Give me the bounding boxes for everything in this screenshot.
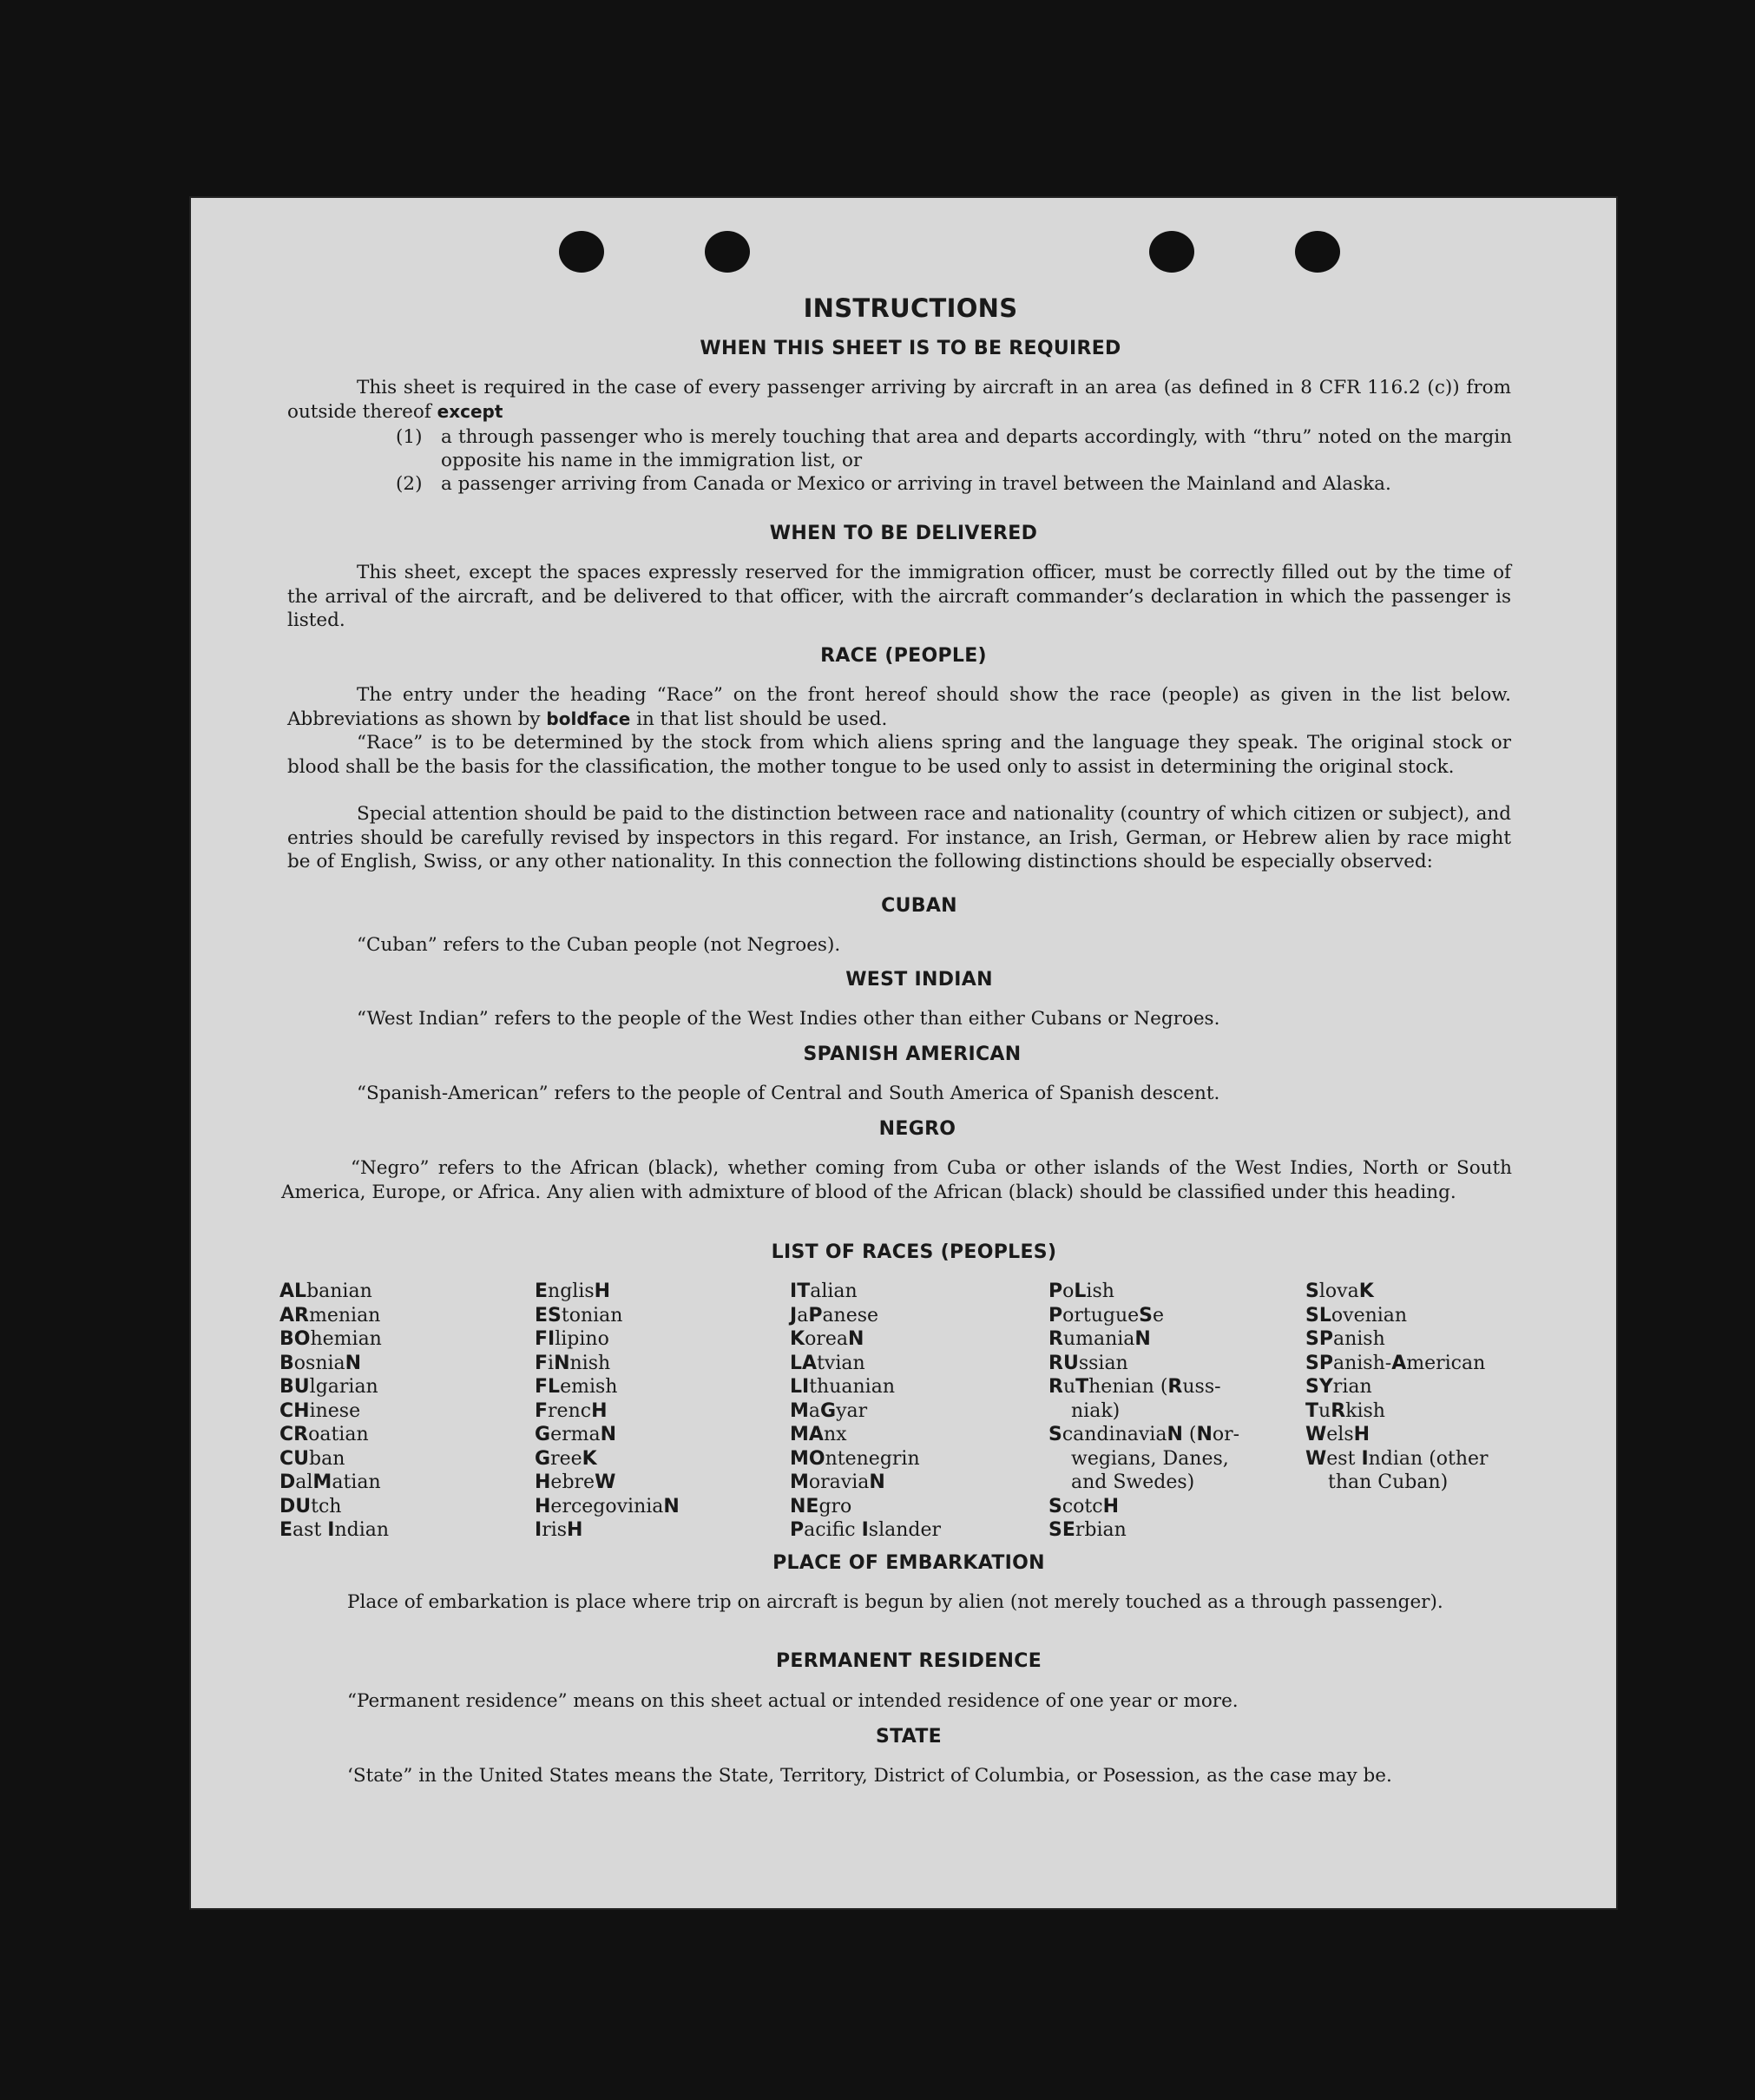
punch-hole-3: [1149, 231, 1194, 273]
race-entry: ScotcH: [1048, 1495, 1120, 1517]
embarkation-text: Place of embarkation is place where trip on aircraft is begun by alien (not merely touched as a through passenger).: [347, 1591, 1443, 1613]
race-entry: MaGyar: [790, 1399, 868, 1422]
races-column-3: [790, 1280, 941, 1543]
race-entry: HercegoviniaN: [535, 1495, 680, 1517]
paragraph-residence: [278, 1689, 1502, 1714]
paragraph-negro: [281, 1156, 1512, 1204]
race-entry: GermaN: [535, 1424, 616, 1445]
race-entry: West Indian (other: [1305, 1447, 1489, 1470]
race-entry: NEgro: [790, 1495, 852, 1517]
heading-race: RACE (PEOPLE): [820, 645, 987, 667]
required-item-2-number: (2): [396, 473, 423, 495]
race-entry: wegians, Danes,: [1071, 1447, 1229, 1470]
heading-state: STATE: [876, 1726, 942, 1748]
document-page: [191, 198, 1616, 1908]
paragraph-spanish-american: [287, 1082, 1511, 1106]
paragraph-delivered: [287, 561, 1511, 633]
delivered-text: This sheet, except the spaces expressly reserved for the immigration officer, must be correctly filled out by the time of the arrival of the aircraft, and be delivered to that officer, with the aircraft commander’s declaration in which the passenger is listed.: [287, 562, 1511, 631]
race-entry: RuThenian (Russ-: [1048, 1376, 1221, 1398]
race-p2-text: “Race” is to be determined by the stock from which aliens spring and the language they speak. The original stock or blood shall be the basis for the classification, the mother tongue to be used only to assist in determining the original stock.: [287, 732, 1511, 778]
race-entry: SErbian: [1048, 1519, 1127, 1541]
race-entry: CRoatian: [279, 1424, 369, 1445]
race-entry: and Swedes): [1071, 1471, 1195, 1493]
race-entry: TuRkish: [1305, 1399, 1385, 1422]
race-entry: MAnx: [790, 1424, 847, 1445]
west-indian-text: “West Indian” refers to the people of the West Indies other than either Cubans or Negroes.: [357, 1008, 1220, 1030]
race-entry: CUban: [279, 1447, 345, 1470]
residence-text: “Permanent residence” means on this sheet actual or intended residence of one year or more.: [347, 1690, 1239, 1712]
race-entry: FLemish: [535, 1376, 618, 1398]
heading-when-delivered: WHEN TO BE DELIVERED: [769, 523, 1038, 544]
race-entry: PoLish: [1048, 1280, 1114, 1302]
heading-residence: PERMANENT RESIDENCE: [775, 1650, 1042, 1672]
race-entry: CHinese: [279, 1399, 361, 1422]
heading-west-indian: WEST INDIAN: [845, 969, 993, 991]
required-intro-text: This sheet is required in the case of every passenger arriving by aircraft in an area (as defined in 8 CFR 116.2 (c)) from outside thereof: [287, 377, 1511, 423]
required-intro-except: except: [437, 400, 503, 422]
heading-embarkation: PLACE OF EMBARKATION: [772, 1552, 1045, 1574]
race-entry: MOntenegrin: [790, 1447, 920, 1470]
race-entry: BUlgarian: [279, 1376, 378, 1398]
race-entry: SPanish: [1305, 1328, 1385, 1350]
race-entry: DalMatian: [279, 1471, 381, 1493]
paragraph-race-3: [287, 802, 1511, 874]
race-entry: Pacific Islander: [790, 1519, 942, 1541]
race-entry: FiNnish: [535, 1352, 611, 1374]
negro-text: “Negro” refers to the African (black), whether coming from Cuba or other islands of the West Indies, North or South America, Europe, or Africa. Any alien with admixture of blood of the African (black) should be classified under this heading.: [281, 1157, 1512, 1203]
required-item-2-text: a passenger arriving from Canada or Mexico or arriving in travel between the Mainland and Alaska.: [441, 473, 1391, 495]
required-item-1-text: a through passenger who is merely touching that area and departs accordingly, with “thru” noted on the margin opposite his name in the immigration list, or: [441, 426, 1512, 471]
race-entry: EnglisH: [535, 1280, 611, 1302]
races-column-4: [1048, 1280, 1239, 1543]
race-entry: KoreaN: [790, 1328, 864, 1350]
race-entry: RUssian: [1048, 1352, 1128, 1374]
heading-list-of-races: LIST OF RACES (PEOPLES): [771, 1241, 1057, 1263]
race-entry: SYrian: [1305, 1376, 1372, 1398]
race-entry: BOhemian: [279, 1328, 382, 1350]
race-entry: ARmenian: [279, 1304, 381, 1326]
race-entry: SlovaK: [1305, 1280, 1374, 1302]
required-item-1: [396, 425, 1512, 474]
page-title: INSTRUCTIONS: [803, 293, 1018, 323]
paragraph-west-indian: [287, 1007, 1511, 1031]
race-entry: SLovenian: [1305, 1304, 1408, 1326]
race-entry: ScandinaviaN (Nor-: [1048, 1424, 1240, 1445]
race-entry: FrencH: [535, 1399, 608, 1422]
required-item-2: [396, 472, 1512, 498]
race-entry: BosniaN: [279, 1352, 362, 1374]
race-entry: RumaniaN: [1048, 1328, 1151, 1350]
race-entry: SPanish-American: [1305, 1352, 1486, 1374]
paragraph-state: [278, 1764, 1502, 1788]
heading-negro: NEGRO: [878, 1118, 956, 1140]
required-item-1-number: (1): [396, 426, 423, 448]
race-entry: DUtch: [279, 1495, 342, 1517]
race-entry: WelsH: [1305, 1424, 1370, 1445]
race-entry: East Indian: [279, 1519, 390, 1541]
race-entry: LAtvian: [790, 1352, 865, 1374]
race-entry: GreeK: [535, 1447, 597, 1470]
punch-hole-4: [1295, 231, 1340, 273]
paragraph-cuban: [287, 933, 1511, 958]
races-column-2: [535, 1280, 680, 1543]
race-p1-text: The entry under the heading “Race” on the front hereof should show the race (people) as given in the list below. Abbreviations as shown by: [287, 684, 1511, 730]
heading-cuban: CUBAN: [881, 895, 957, 917]
paragraph-required-intro: [287, 376, 1511, 424]
race-entry: FIlipino: [535, 1328, 609, 1350]
race-entry: PortugueSe: [1048, 1304, 1165, 1326]
paragraph-race-1: [287, 683, 1511, 731]
state-text: ‘State” in the United States means the State, Territory, District of Columbia, or Posession, as the case may be.: [347, 1765, 1392, 1787]
punch-hole-1: [559, 231, 604, 273]
race-entry: ALbanian: [279, 1280, 372, 1302]
cuban-text: “Cuban” refers to the Cuban people (not Negroes).: [357, 934, 841, 956]
race-p1-boldface: boldface: [546, 708, 631, 729]
race-entry: EStonian: [535, 1304, 623, 1326]
races-column-1: [279, 1280, 389, 1543]
race-entry: HebreW: [535, 1471, 616, 1493]
race-entry: LIthuanian: [790, 1376, 896, 1398]
heading-spanish-american: SPANISH AMERICAN: [803, 1043, 1022, 1065]
paragraph-embarkation: [278, 1590, 1502, 1615]
paragraph-race-2: [287, 731, 1511, 779]
race-p3-text: Special attention should be paid to the distinction between race and nationality (country of which citizen or subject), and entries should be carefully revised by inspectors in this regard. For instance, an Irish, German, or Hebrew alien by race might be of English, Swiss, or any other nationality. In this connection the following distinctions should be especially observed:: [287, 803, 1511, 872]
spanish-american-text: “Spanish-American” refers to the people of Central and South America of Spanish descent.: [357, 1083, 1220, 1104]
race-entry: IrisH: [535, 1519, 583, 1541]
race-entry: niak): [1071, 1399, 1121, 1422]
race-entry: than Cuban): [1328, 1471, 1449, 1493]
heading-when-required: WHEN THIS SHEET IS TO BE REQUIRED: [700, 338, 1121, 359]
race-entry: ITalian: [790, 1280, 858, 1302]
punch-hole-2: [705, 231, 750, 273]
race-p1-end: in that list should be used.: [636, 708, 888, 730]
races-column-5: [1305, 1280, 1489, 1495]
race-entry: JaPanese: [790, 1304, 879, 1326]
race-entry: MoraviaN: [790, 1471, 885, 1493]
